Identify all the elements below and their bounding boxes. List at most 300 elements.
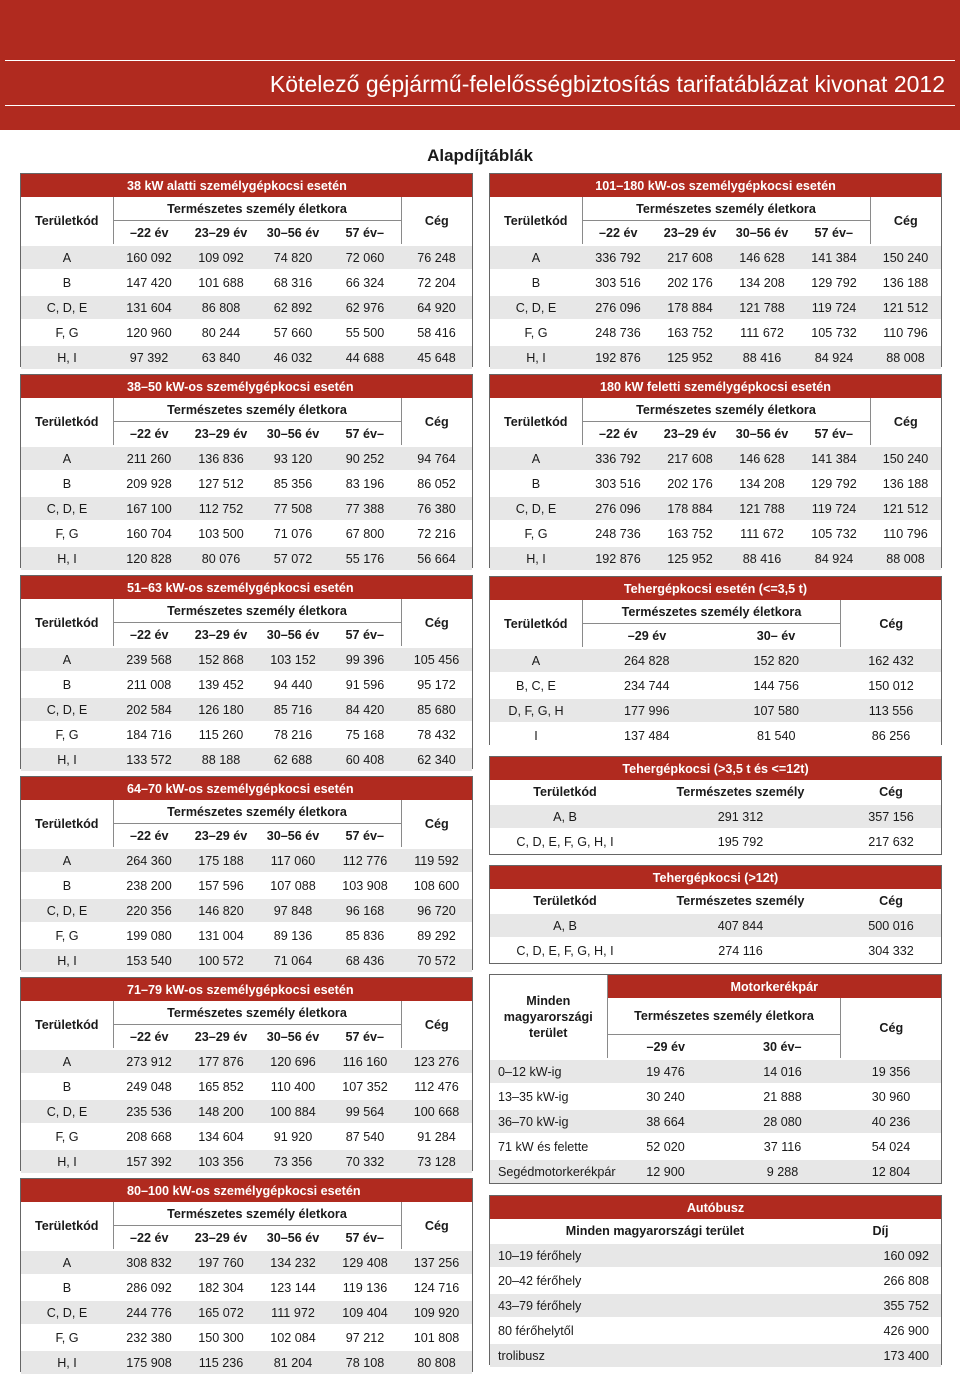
table-cell: C, D, E, F, G, H, I bbox=[490, 938, 640, 962]
car-table bbox=[20, 977, 473, 1171]
table-cell: 110 796 bbox=[870, 320, 941, 345]
table-cell: 55 176 bbox=[329, 546, 401, 570]
table-cell: C, D, E bbox=[490, 496, 582, 521]
table-cell: H, I bbox=[490, 546, 582, 570]
table-cell: 78 108 bbox=[329, 1350, 401, 1374]
table-cell: 107 580 bbox=[711, 698, 840, 723]
table-caption: 38–50 kW-os személygépkocsi esetén bbox=[21, 375, 472, 398]
company-header: Cég bbox=[401, 197, 472, 245]
table-cell: 157 596 bbox=[185, 873, 257, 898]
table-row bbox=[490, 1293, 941, 1318]
table-cell: 202 176 bbox=[654, 471, 726, 496]
age-header: –22 év bbox=[598, 225, 638, 240]
table-cell: B bbox=[21, 873, 113, 898]
table-cell: 70 572 bbox=[401, 948, 472, 972]
table-cell: A bbox=[21, 1049, 113, 1074]
table-row bbox=[490, 804, 941, 829]
age-header: 30– év bbox=[756, 628, 796, 643]
company-header: Cég bbox=[879, 784, 903, 799]
table-cell: 197 760 bbox=[185, 1250, 257, 1275]
company-header: Cég bbox=[841, 998, 941, 1059]
table-cell: 88 416 bbox=[726, 345, 798, 369]
table-cell: C, D, E bbox=[21, 1099, 113, 1124]
truck-small-table bbox=[489, 576, 942, 745]
table-caption: Tehergépkocsi esetén (<=3,5 t) bbox=[490, 577, 941, 600]
table-cell: 232 380 bbox=[113, 1325, 185, 1350]
table-cell: 160 092 bbox=[820, 1243, 941, 1268]
table-cell: 121 788 bbox=[726, 496, 798, 521]
table-cell: 165 072 bbox=[185, 1300, 257, 1325]
table-row bbox=[490, 648, 941, 673]
table-cell: 304 332 bbox=[841, 938, 941, 962]
table-cell: H, I bbox=[21, 345, 113, 369]
table-cell: 97 212 bbox=[329, 1325, 401, 1350]
table-cell: 336 792 bbox=[582, 446, 654, 471]
table-caption: Motorkerékpár bbox=[607, 975, 941, 998]
table-caption: 71–79 kW-os személygépkocsi esetén bbox=[21, 978, 472, 1001]
table-cell: 58 416 bbox=[401, 320, 472, 345]
table-cell: 88 008 bbox=[870, 345, 941, 369]
table-cell: 426 900 bbox=[820, 1318, 941, 1343]
table-row bbox=[490, 345, 941, 369]
table-cell: 208 668 bbox=[113, 1124, 185, 1149]
region-header: Területkód bbox=[490, 398, 582, 446]
table-cell: 71 kW és felette bbox=[490, 1134, 607, 1159]
table-row bbox=[490, 320, 941, 345]
table-row bbox=[21, 1099, 472, 1124]
table-cell: 86 052 bbox=[401, 471, 472, 496]
car-table bbox=[20, 173, 473, 367]
natural-person-header: Természetes személy életkora bbox=[113, 1202, 401, 1226]
table-cell: 146 820 bbox=[185, 898, 257, 923]
table-cell: 127 512 bbox=[185, 471, 257, 496]
table-cell: 99 396 bbox=[329, 647, 401, 672]
table-cell: 93 120 bbox=[257, 446, 329, 471]
table-cell: B bbox=[21, 471, 113, 496]
table-row bbox=[21, 948, 472, 972]
table-cell: 84 420 bbox=[329, 697, 401, 722]
natural-person-header: Természetes személy életkora bbox=[113, 398, 401, 422]
table-row bbox=[490, 938, 941, 962]
table-row bbox=[21, 647, 472, 672]
table-cell: 12 804 bbox=[841, 1159, 941, 1183]
table-cell: 264 360 bbox=[113, 848, 185, 873]
table-cell: 111 672 bbox=[726, 320, 798, 345]
table-row bbox=[490, 1084, 941, 1109]
table-cell: 175 908 bbox=[113, 1350, 185, 1374]
age-header: –22 év bbox=[129, 225, 169, 240]
table-cell: 76 380 bbox=[401, 496, 472, 521]
age-header: 23–29 év bbox=[194, 225, 248, 240]
table-cell: 112 776 bbox=[329, 848, 401, 873]
table-cell: C, D, E bbox=[21, 697, 113, 722]
age-header: 57 év– bbox=[345, 828, 385, 843]
natural-person-header: Természetes személy életkora bbox=[113, 800, 401, 824]
table-cell: 28 080 bbox=[724, 1109, 841, 1134]
car-table bbox=[20, 575, 473, 769]
table-cell: 157 392 bbox=[113, 1149, 185, 1173]
table-cell: 94 440 bbox=[257, 672, 329, 697]
table-cell: 30 240 bbox=[607, 1084, 724, 1109]
table-cell: 239 568 bbox=[113, 647, 185, 672]
natural-person-header: Természetes személy életkora bbox=[582, 600, 841, 624]
table-cell: 100 572 bbox=[185, 948, 257, 972]
age-header: –22 év bbox=[129, 426, 169, 441]
table-cell: 54 024 bbox=[841, 1134, 941, 1159]
table-cell: 36–70 kW-ig bbox=[490, 1109, 607, 1134]
table-cell: B bbox=[21, 1275, 113, 1300]
table-cell: 105 732 bbox=[798, 521, 870, 546]
table-cell: 107 088 bbox=[257, 873, 329, 898]
table-cell: B bbox=[21, 1074, 113, 1099]
table-cell: 136 188 bbox=[870, 471, 941, 496]
region-header: Területkód bbox=[21, 599, 113, 647]
age-header: 23–29 év bbox=[663, 426, 717, 441]
table-cell: 91 920 bbox=[257, 1124, 329, 1149]
table-cell: 105 732 bbox=[798, 320, 870, 345]
table-cell: 85 680 bbox=[401, 697, 472, 722]
table-caption: Autóbusz bbox=[490, 1196, 941, 1219]
table-cell: 81 204 bbox=[257, 1350, 329, 1374]
table-cell: 73 128 bbox=[401, 1149, 472, 1173]
table-cell: 38 664 bbox=[607, 1109, 724, 1134]
table-cell: B bbox=[21, 672, 113, 697]
natural-person-header: Természetes személy életkora bbox=[113, 1001, 401, 1025]
table-cell: 167 100 bbox=[113, 496, 185, 521]
table-cell: 91 284 bbox=[401, 1124, 472, 1149]
table-cell: I bbox=[490, 723, 582, 747]
table-cell: 177 876 bbox=[185, 1049, 257, 1074]
table-cell: 21 888 bbox=[724, 1084, 841, 1109]
table-cell: 112 476 bbox=[401, 1074, 472, 1099]
table-row bbox=[21, 295, 472, 320]
fee-header: Díj bbox=[872, 1223, 889, 1238]
table-cell: 119 592 bbox=[401, 848, 472, 873]
table-cell: 125 952 bbox=[654, 345, 726, 369]
table-cell: B, C, E bbox=[490, 673, 582, 698]
table-cell: 113 556 bbox=[841, 698, 941, 723]
table-cell: 85 836 bbox=[329, 923, 401, 948]
table-cell: 160 092 bbox=[113, 245, 185, 270]
table-cell: 182 304 bbox=[185, 1275, 257, 1300]
motorcycle-table bbox=[489, 974, 942, 1184]
region-header: Területkód bbox=[490, 600, 582, 648]
table-cell: A bbox=[490, 648, 582, 673]
table-cell: 97 392 bbox=[113, 345, 185, 369]
table-cell: 72 216 bbox=[401, 521, 472, 546]
table-cell: 71 076 bbox=[257, 521, 329, 546]
table-caption: 180 kW feletti személygépkocsi esetén bbox=[490, 375, 941, 398]
table-cell: C, D, E bbox=[21, 1300, 113, 1325]
table-row bbox=[21, 873, 472, 898]
age-header: –22 év bbox=[129, 627, 169, 642]
table-cell: 89 292 bbox=[401, 923, 472, 948]
table-cell: 80 808 bbox=[401, 1350, 472, 1374]
table-cell: 163 752 bbox=[654, 320, 726, 345]
table-cell: B bbox=[490, 270, 582, 295]
table-row bbox=[21, 1250, 472, 1275]
table-cell: A bbox=[21, 245, 113, 270]
table-cell: 137 484 bbox=[582, 723, 711, 747]
table-cell: 62 688 bbox=[257, 747, 329, 771]
table-row bbox=[21, 446, 472, 471]
natural-person-header: Természetes személy életkora bbox=[113, 197, 401, 221]
table-cell: 30 960 bbox=[841, 1084, 941, 1109]
table-row bbox=[21, 320, 472, 345]
table-row bbox=[490, 1268, 941, 1293]
table-caption: 64–70 kW-os személygépkocsi esetén bbox=[21, 777, 472, 800]
table-cell: 134 208 bbox=[726, 270, 798, 295]
age-header: 57 év– bbox=[345, 225, 385, 240]
table-cell: 57 072 bbox=[257, 546, 329, 570]
table-row bbox=[490, 1159, 941, 1183]
table-row bbox=[21, 1325, 472, 1350]
table-row bbox=[21, 747, 472, 771]
table-cell: 73 356 bbox=[257, 1149, 329, 1173]
table-cell: 77 388 bbox=[329, 496, 401, 521]
table-cell: 235 536 bbox=[113, 1099, 185, 1124]
table-cell: 407 844 bbox=[640, 913, 841, 938]
table-cell: 336 792 bbox=[582, 245, 654, 270]
table-cell: 217 632 bbox=[841, 829, 941, 853]
table-cell: 357 156 bbox=[841, 804, 941, 829]
table-cell: 84 924 bbox=[798, 546, 870, 570]
table-cell: 109 092 bbox=[185, 245, 257, 270]
table-cell: F, G bbox=[21, 1124, 113, 1149]
table-cell: 76 248 bbox=[401, 245, 472, 270]
table-cell: 72 204 bbox=[401, 270, 472, 295]
table-cell: 249 048 bbox=[113, 1074, 185, 1099]
table-cell: 103 152 bbox=[257, 647, 329, 672]
table-cell: 147 420 bbox=[113, 270, 185, 295]
table-cell: 88 188 bbox=[185, 747, 257, 771]
table-row bbox=[490, 546, 941, 570]
table-cell: 40 236 bbox=[841, 1109, 941, 1134]
table-cell: 192 876 bbox=[582, 546, 654, 570]
table-cell: 266 808 bbox=[820, 1268, 941, 1293]
age-header: –22 év bbox=[598, 426, 638, 441]
table-row bbox=[490, 698, 941, 723]
age-header: –29 év bbox=[646, 1039, 685, 1054]
table-cell: C, D, E bbox=[21, 496, 113, 521]
age-header: 30–56 év bbox=[735, 426, 789, 441]
table-cell: 78 432 bbox=[401, 722, 472, 747]
page-title: Kötelező gépjármű-felelősségbiztosítás tarifatáblázat kivonat 2012 bbox=[5, 60, 955, 106]
table-cell: 19 476 bbox=[607, 1059, 724, 1084]
table-cell: 160 704 bbox=[113, 521, 185, 546]
table-cell: 134 208 bbox=[726, 471, 798, 496]
region-header: Területkód bbox=[21, 1001, 113, 1049]
age-header: –29 év bbox=[627, 628, 667, 643]
table-row bbox=[490, 1318, 941, 1343]
table-cell: 13–35 kW-ig bbox=[490, 1084, 607, 1109]
table-cell: 120 960 bbox=[113, 320, 185, 345]
table-cell: 78 216 bbox=[257, 722, 329, 747]
table-caption: Tehergépkocsi (>3,5 t és <=12t) bbox=[490, 757, 941, 780]
table-row bbox=[490, 1059, 941, 1084]
table-cell: 100 884 bbox=[257, 1099, 329, 1124]
table-cell: C, D, E bbox=[21, 295, 113, 320]
table-cell: 90 252 bbox=[329, 446, 401, 471]
table-cell: 248 736 bbox=[582, 320, 654, 345]
table-cell: F, G bbox=[21, 1325, 113, 1350]
region-header: Területkód bbox=[21, 398, 113, 446]
table-cell: 110 400 bbox=[257, 1074, 329, 1099]
table-cell: 88 008 bbox=[870, 546, 941, 570]
table-row bbox=[21, 672, 472, 697]
table-cell: 273 912 bbox=[113, 1049, 185, 1074]
table-cell: H, I bbox=[21, 546, 113, 570]
table-cell: 119 136 bbox=[329, 1275, 401, 1300]
table-cell: 87 540 bbox=[329, 1124, 401, 1149]
table-cell: 112 752 bbox=[185, 496, 257, 521]
table-caption: 38 kW alatti személygépkocsi esetén bbox=[21, 174, 472, 197]
table-row bbox=[21, 898, 472, 923]
table-cell: A, B bbox=[490, 913, 640, 938]
table-cell: 60 408 bbox=[329, 747, 401, 771]
company-header: Cég bbox=[401, 398, 472, 446]
age-header: 30–56 év bbox=[266, 627, 320, 642]
table-row bbox=[490, 471, 941, 496]
table-cell: 108 600 bbox=[401, 873, 472, 898]
table-row bbox=[21, 245, 472, 270]
table-cell: 80 076 bbox=[185, 546, 257, 570]
car-table bbox=[20, 374, 473, 568]
table-cell: H, I bbox=[490, 345, 582, 369]
table-cell: 94 764 bbox=[401, 446, 472, 471]
table-cell: 103 500 bbox=[185, 521, 257, 546]
table-cell: 9 288 bbox=[724, 1159, 841, 1183]
table-cell: 144 756 bbox=[711, 673, 840, 698]
table-cell: 110 796 bbox=[870, 521, 941, 546]
company-header: Cég bbox=[841, 600, 941, 648]
table-cell: 173 400 bbox=[820, 1343, 941, 1367]
table-cell: 209 928 bbox=[113, 471, 185, 496]
table-cell: 150 300 bbox=[185, 1325, 257, 1350]
table-cell: 121 512 bbox=[870, 295, 941, 320]
table-cell: 43–79 férőhely bbox=[490, 1293, 820, 1318]
table-cell: 177 996 bbox=[582, 698, 711, 723]
table-cell: 96 168 bbox=[329, 898, 401, 923]
company-header: Cég bbox=[401, 800, 472, 848]
table-cell: 120 696 bbox=[257, 1049, 329, 1074]
table-row bbox=[490, 1109, 941, 1134]
table-cell: 64 920 bbox=[401, 295, 472, 320]
table-row bbox=[490, 913, 941, 938]
table-cell: 152 820 bbox=[711, 648, 840, 673]
table-cell: 163 752 bbox=[654, 521, 726, 546]
table-cell: 83 196 bbox=[329, 471, 401, 496]
table-row bbox=[490, 723, 941, 747]
table-cell: 101 808 bbox=[401, 1325, 472, 1350]
table-cell: 102 084 bbox=[257, 1325, 329, 1350]
table-cell: F, G bbox=[21, 521, 113, 546]
table-cell: 131 004 bbox=[185, 923, 257, 948]
table-cell: 85 716 bbox=[257, 697, 329, 722]
table-cell: 37 116 bbox=[724, 1134, 841, 1159]
table-cell: B bbox=[21, 270, 113, 295]
table-cell: 195 792 bbox=[640, 829, 841, 853]
table-cell: 119 724 bbox=[798, 496, 870, 521]
company-header: Cég bbox=[870, 197, 941, 245]
natural-person-header: Természetes személy életkora bbox=[582, 197, 870, 221]
age-header: 30–56 év bbox=[266, 1029, 320, 1044]
table-cell: A bbox=[21, 446, 113, 471]
table-row bbox=[21, 923, 472, 948]
table-cell: 91 596 bbox=[329, 672, 401, 697]
region-header: Területkód bbox=[21, 1202, 113, 1250]
age-header: 57 év– bbox=[814, 225, 854, 240]
table-cell: 308 832 bbox=[113, 1250, 185, 1275]
natural-person-header: Természetes személy életkora bbox=[113, 599, 401, 623]
table-cell: 211 008 bbox=[113, 672, 185, 697]
table-cell: F, G bbox=[21, 320, 113, 345]
table-row bbox=[490, 1134, 941, 1159]
table-cell: 211 260 bbox=[113, 446, 185, 471]
table-cell: 264 828 bbox=[582, 648, 711, 673]
table-cell: 150 012 bbox=[841, 673, 941, 698]
table-row bbox=[490, 521, 941, 546]
table-cell: 134 604 bbox=[185, 1124, 257, 1149]
age-header: 57 év– bbox=[345, 426, 385, 441]
table-cell: 115 260 bbox=[185, 722, 257, 747]
company-header: Cég bbox=[870, 398, 941, 446]
table-cell: 199 080 bbox=[113, 923, 185, 948]
table-cell: 146 628 bbox=[726, 446, 798, 471]
age-header: 23–29 év bbox=[194, 1029, 248, 1044]
table-cell: 100 668 bbox=[401, 1099, 472, 1124]
table-cell: 153 540 bbox=[113, 948, 185, 972]
age-header: –22 év bbox=[129, 1230, 169, 1245]
region-header: Területkód bbox=[21, 800, 113, 848]
age-header: –22 év bbox=[129, 828, 169, 843]
table-cell: 136 188 bbox=[870, 270, 941, 295]
main-heading: Alapdíjtáblák bbox=[427, 146, 533, 165]
table-cell: 116 160 bbox=[329, 1049, 401, 1074]
age-header: 30–56 év bbox=[266, 1230, 320, 1245]
age-header: 23–29 év bbox=[663, 225, 717, 240]
table-cell: 97 848 bbox=[257, 898, 329, 923]
table-cell: 62 892 bbox=[257, 295, 329, 320]
table-cell: C, D, E bbox=[490, 295, 582, 320]
table-caption: 51–63 kW-os személygépkocsi esetén bbox=[21, 576, 472, 599]
table-cell: 137 256 bbox=[401, 1250, 472, 1275]
table-row bbox=[21, 1149, 472, 1173]
table-cell: 14 016 bbox=[724, 1059, 841, 1084]
table-row bbox=[490, 270, 941, 295]
table-cell: 68 436 bbox=[329, 948, 401, 972]
table-row bbox=[490, 245, 941, 270]
table-row bbox=[21, 546, 472, 570]
table-cell: 178 884 bbox=[654, 496, 726, 521]
table-cell: 99 564 bbox=[329, 1099, 401, 1124]
table-cell: 124 716 bbox=[401, 1275, 472, 1300]
age-header: 57 év– bbox=[345, 1029, 385, 1044]
age-header: 30–56 év bbox=[266, 828, 320, 843]
table-cell: 109 920 bbox=[401, 1300, 472, 1325]
truck-big-table bbox=[489, 865, 942, 964]
car-table bbox=[20, 1178, 473, 1372]
table-row bbox=[490, 496, 941, 521]
table-row bbox=[21, 270, 472, 295]
age-header: 30–56 év bbox=[735, 225, 789, 240]
table-cell: 84 924 bbox=[798, 345, 870, 369]
age-header: 57 év– bbox=[345, 1230, 385, 1245]
table-cell: 85 356 bbox=[257, 471, 329, 496]
company-header: Cég bbox=[401, 1001, 472, 1049]
table-cell: Segédmotorkerékpár bbox=[490, 1159, 607, 1183]
table-cell: 148 200 bbox=[185, 1099, 257, 1124]
